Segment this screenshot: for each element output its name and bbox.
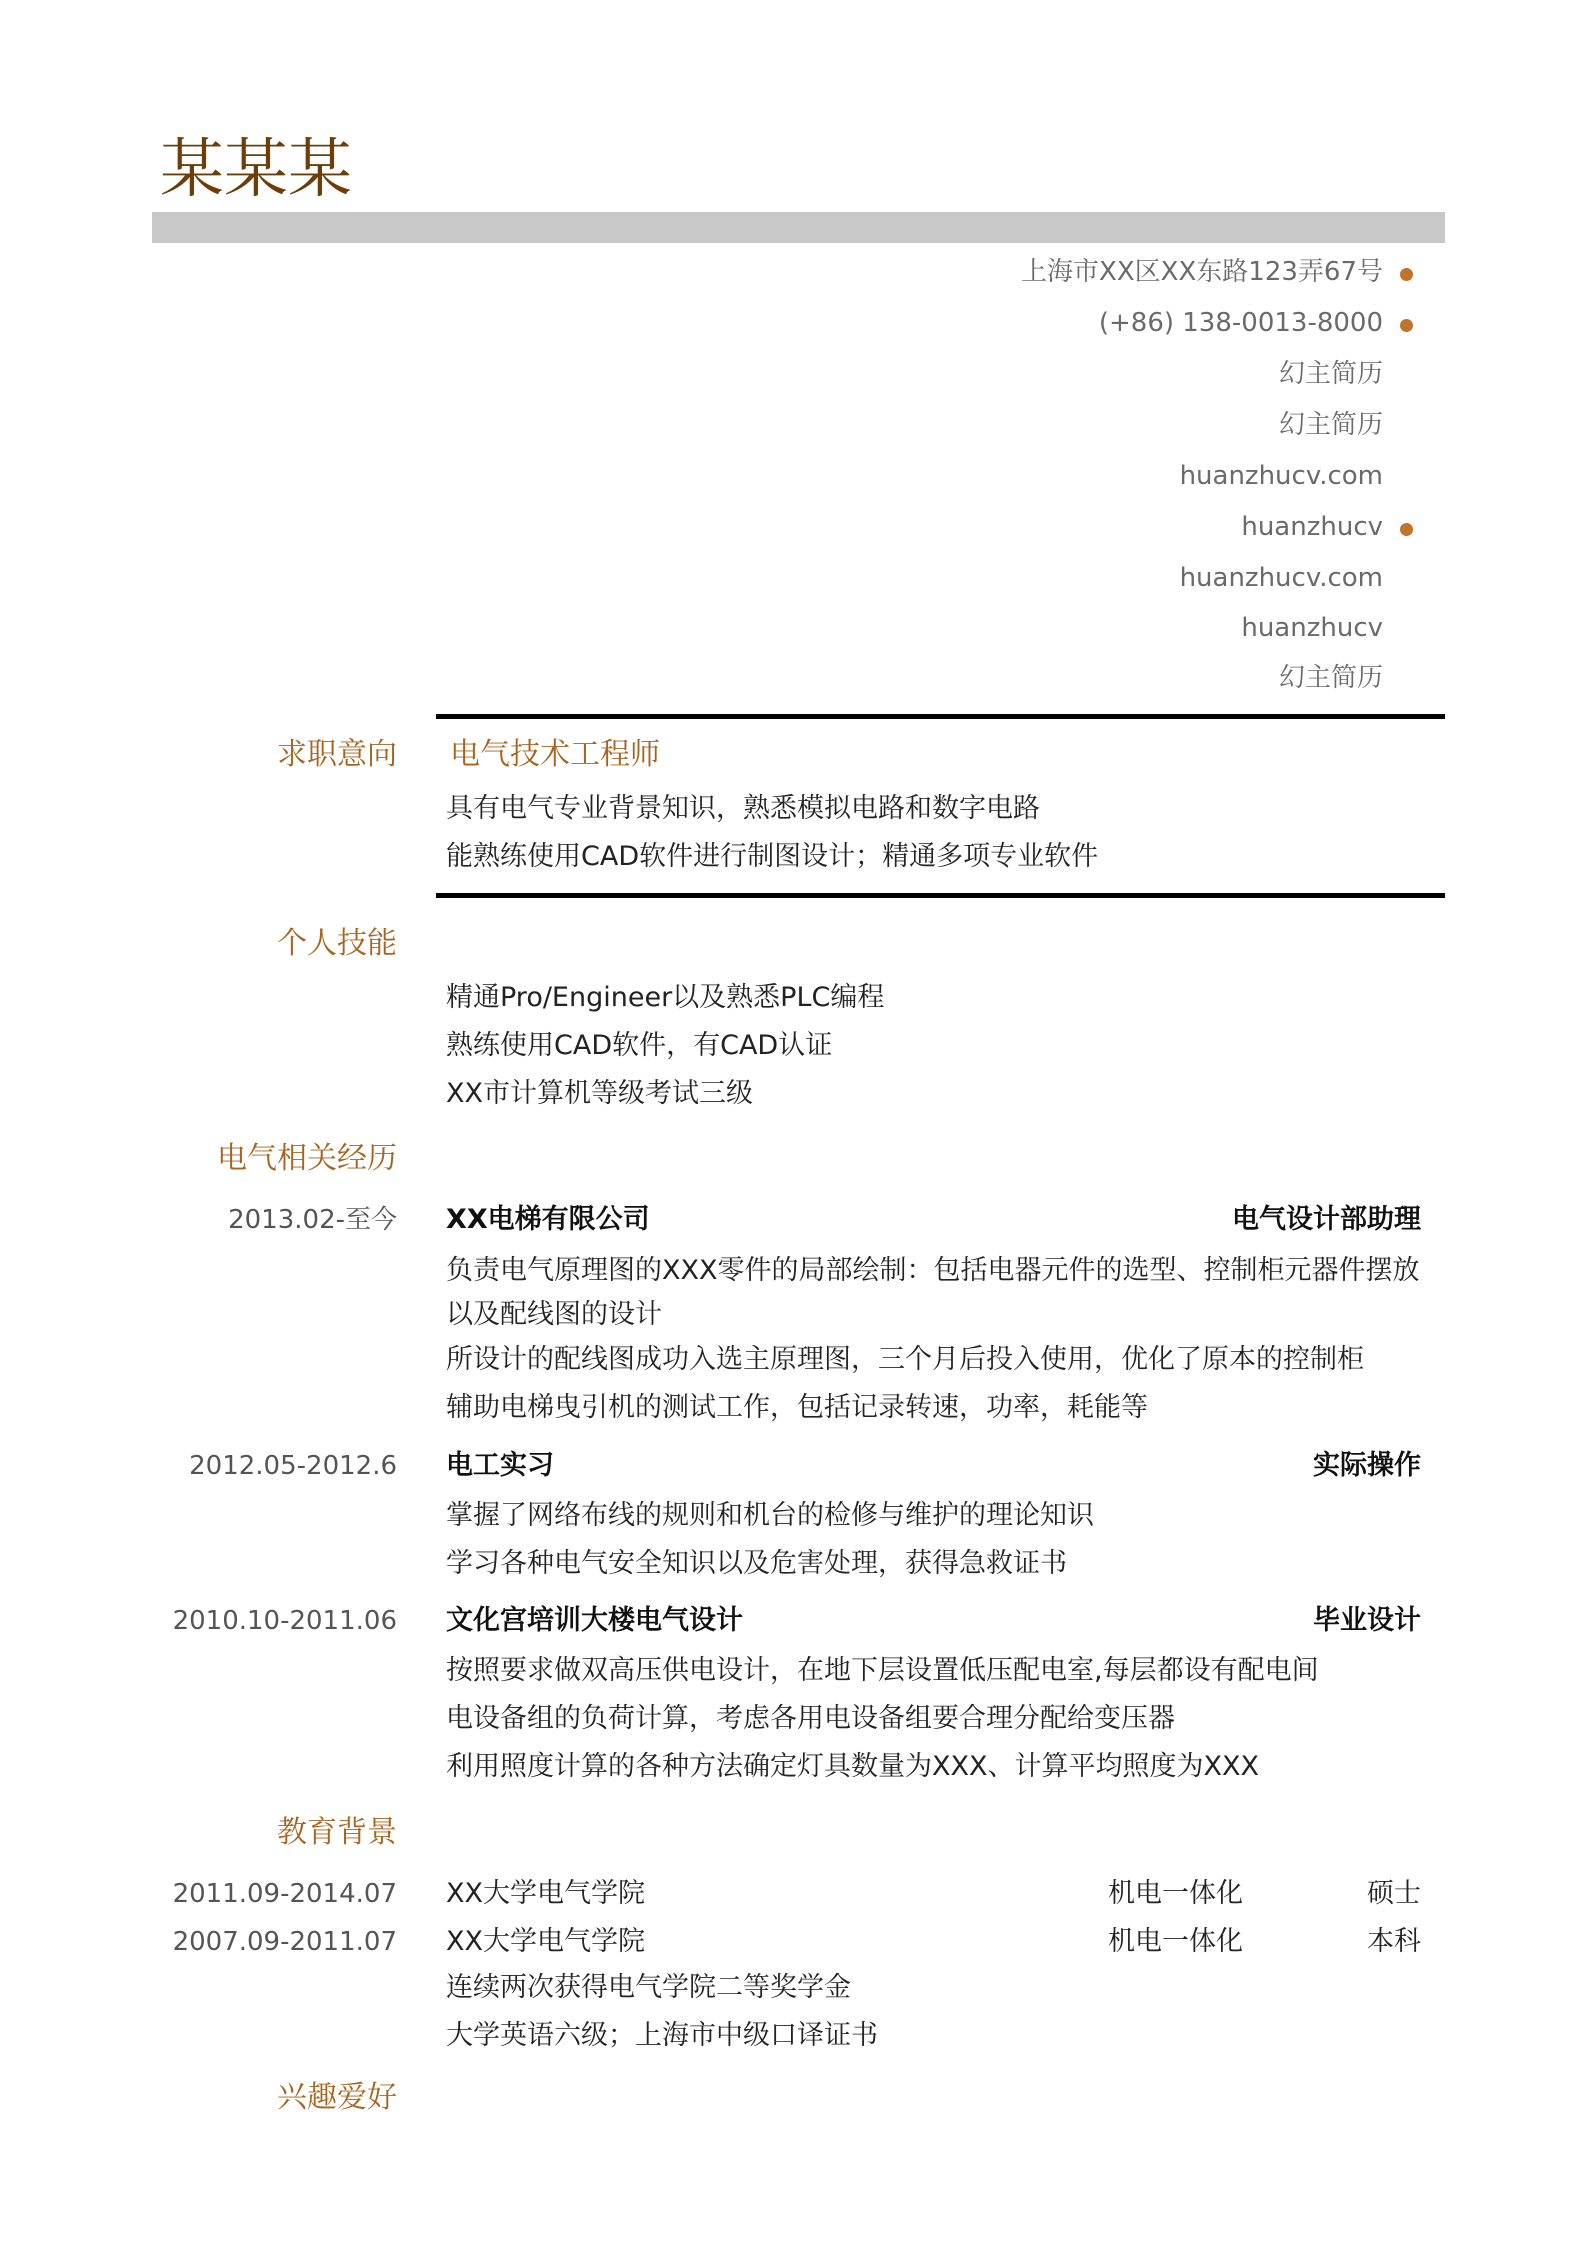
objective-position: 电气技术工程师 bbox=[450, 737, 660, 772]
objective-line: 能熟练使用CAD软件进行制图设计；精通多项专业软件 bbox=[446, 841, 1099, 872]
section-title-hobbies: 兴趣爱好 bbox=[277, 2080, 397, 2115]
education-line: 大学英语六级；上海市中级口译证书 bbox=[446, 2020, 878, 2051]
section-title-objective: 求职意向 bbox=[277, 737, 397, 772]
contact-website: huanzhucv.com bbox=[1179, 563, 1383, 593]
section-title-experience: 电气相关经历 bbox=[217, 1141, 397, 1176]
experience-date: 2012.05-2012.6 bbox=[189, 1451, 397, 1481]
header-bar bbox=[152, 212, 1445, 243]
section-title-education: 教育背景 bbox=[277, 1815, 397, 1850]
skill-line: XX市计算机等级考试三级 bbox=[446, 1078, 753, 1109]
experience-role: 实际操作 bbox=[1313, 1450, 1421, 1481]
section-divider bbox=[436, 893, 1445, 898]
experience-company: 文化宫培训大楼电气设计 bbox=[446, 1605, 743, 1636]
skill-line: 熟练使用CAD软件，有CAD认证 bbox=[446, 1030, 833, 1061]
contact-line: 幻主简历 bbox=[1278, 663, 1383, 693]
experience-date: 2010.10-2011.06 bbox=[172, 1606, 397, 1636]
experience-line: 利用照度计算的各种方法确定灯具数量为XXX、计算平均照度为XXX bbox=[446, 1751, 1259, 1782]
education-major: 机电一体化 bbox=[1108, 1878, 1243, 1909]
experience-company: XX电梯有限公司 bbox=[446, 1204, 650, 1235]
education-line: 连续两次获得电气学院二等奖学金 bbox=[446, 1972, 851, 2003]
education-degree: 硕士 bbox=[1367, 1878, 1421, 1909]
experience-role: 毕业设计 bbox=[1313, 1605, 1421, 1636]
contact-line: 幻主简历 bbox=[1278, 410, 1383, 440]
experience-line: 所设计的配线图成功入选主原理图，三个月后投入使用，优化了原本的控制柜 bbox=[446, 1344, 1364, 1375]
experience-line: 电设备组的负荷计算，考虑各用电设备组要合理分配给变压器 bbox=[446, 1703, 1175, 1734]
contact-line: 幻主简历 bbox=[1278, 359, 1383, 389]
contact-line: huanzhucv bbox=[683, 507, 1383, 558]
experience-line: 学习各种电气安全知识以及危害处理，获得急救证书 bbox=[446, 1548, 1067, 1579]
experience-line: 按照要求做双高压供电设计，在地下层设置低压配电室,每层都设有配电间 bbox=[446, 1655, 1319, 1686]
contact-line: huanzhucv bbox=[1241, 613, 1383, 643]
candidate-name: 某某某 bbox=[160, 133, 352, 207]
experience-line: 负责电气原理图的XXX零件的局部绘制：包括电器元件的选型、控制柜元器件摆放以及配线图的设计 bbox=[446, 1255, 1420, 1330]
experience-role: 电气设计部助理 bbox=[1232, 1204, 1421, 1235]
education-date: 2011.09-2014.07 bbox=[172, 1879, 397, 1909]
education-school: XX大学电气学院 bbox=[446, 1878, 645, 1909]
education-school: XX大学电气学院 bbox=[446, 1926, 645, 1957]
bullet-dot-icon bbox=[1400, 523, 1413, 536]
education-major: 机电一体化 bbox=[1108, 1926, 1243, 1957]
experience-line: 辅助电梯曳引机的测试工作，包括记录转速，功率，耗能等 bbox=[446, 1392, 1148, 1423]
skill-line: 精通Pro/Engineer以及熟悉PLC编程 bbox=[446, 982, 885, 1013]
education-degree: 本科 bbox=[1367, 1926, 1421, 1957]
contact-website: huanzhucv.com bbox=[1179, 461, 1383, 491]
experience-company: 电工实习 bbox=[446, 1450, 554, 1481]
contact-phone: (+86) 138-0013-8000 bbox=[683, 303, 1383, 354]
objective-line: 具有电气专业背景知识，熟悉模拟电路和数字电路 bbox=[446, 793, 1040, 824]
bullet-dot-icon bbox=[1400, 268, 1413, 281]
bullet-dot-icon bbox=[1400, 319, 1413, 332]
education-date: 2007.09-2011.07 bbox=[172, 1927, 397, 1957]
section-title-skills: 个人技能 bbox=[277, 926, 397, 961]
contact-address: 上海市XX区XX东路123弄67号 bbox=[683, 252, 1383, 303]
experience-date: 2013.02-至今 bbox=[228, 1205, 397, 1235]
section-divider bbox=[436, 714, 1445, 719]
contact-info bbox=[683, 252, 1383, 708]
experience-line: 掌握了网络布线的规则和机台的检修与维护的理论知识 bbox=[446, 1500, 1094, 1531]
